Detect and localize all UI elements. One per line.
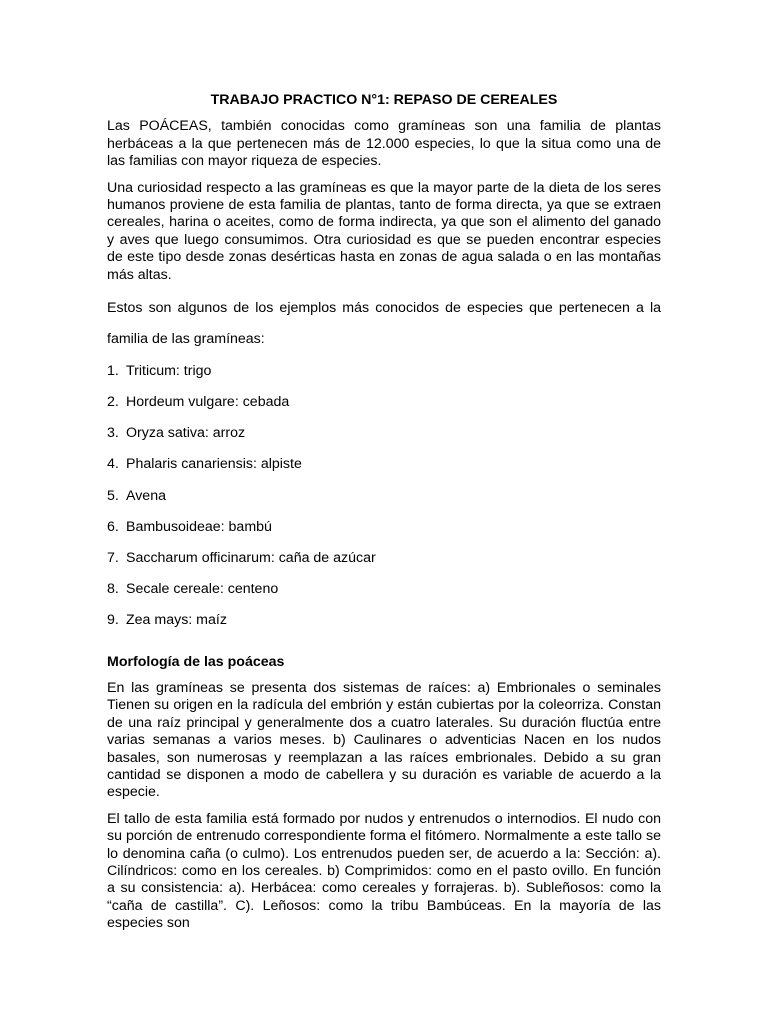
list-item — [107, 425, 661, 456]
list-item — [107, 363, 661, 394]
examples-intro-line-1: Estos son algunos de los ejemplos más conocidos de especies que pertenecen a la — [107, 300, 661, 317]
curiosity-paragraph: Una curiosidad respecto a las gramíneas es que la mayor parte de la dieta de los seres humanos proviene de esta familia de plantas, tanto de forma directa, ya que se extraen cereales, harina o aceites, como de forma indirecta, ya que son el alimento del ganado y aves que luego consumimos. Otra curiosidad es que se pueden encontrar especies de este tipo desde zonas desérticas hasta en zonas de agua salada o en las montañas más altas. — [107, 179, 661, 283]
list-item — [107, 394, 661, 425]
list-item-text: Bambusoideae: bambú — [126, 518, 272, 535]
list-item-text: Saccharum officinarum: caña de azúcar — [126, 550, 376, 566]
list-item-text: Phalaris canariensis: alpiste — [126, 456, 302, 473]
list-item-text: Avena — [126, 487, 166, 504]
species-list — [107, 363, 661, 644]
list-item-text: Zea mays: maíz — [126, 612, 227, 629]
list-item — [107, 456, 661, 487]
list-item — [107, 581, 661, 612]
list-item-number: 4. — [107, 456, 119, 473]
list-item-number: 3. — [107, 425, 119, 442]
list-item — [107, 519, 661, 550]
list-item-text: Hordeum vulgare: cebada — [126, 394, 290, 411]
list-item — [107, 550, 661, 581]
intro-paragraph: Las POÁCEAS, también conocidas como gramíneas son una familia de plantas herbáceas a la que pertenecen más de 12.000 especies, lo que la situa como una de las familias con mayor riqueza de especies. — [107, 118, 661, 170]
list-item-text: Secale cereale: centeno — [126, 581, 279, 598]
section-heading: Morfología de las poáceas — [107, 653, 285, 670]
list-item-number: 7. — [107, 550, 119, 566]
stem-paragraph: El tallo de esta familia está formado por nudos y entrenudos o internodios. El nudo con su porción de entrenudo correspondiente forma el fitómero. Normalmente a este tallo se lo denomina caña (o culmo). Los entrenudos pueden ser, de acuerdo a la: Sección: a). Cilíndricos: como en los cereales. b) Comprimidos: como en el pasto ovillo. En función a su consistencia: a). Herbácea: como cereales y forrajeras. b). Subleñosos: como la “caña de castilla”. C). Leñosos: como la tribu Bambúceas. En la mayoría de las especies son — [107, 810, 661, 932]
list-item-number: 2. — [107, 394, 119, 411]
list-item-text: Triticum: trigo — [126, 362, 212, 379]
list-item-number: 9. — [107, 612, 119, 629]
list-item — [107, 612, 661, 643]
list-item-text: Oryza sativa: arroz — [126, 425, 246, 442]
list-item-number: 1. — [107, 362, 119, 379]
examples-intro-line-2: familia de las gramíneas: — [107, 331, 265, 348]
list-item-number: 5. — [107, 487, 119, 504]
roots-paragraph: En las gramíneas se presenta dos sistemas de raíces: a) Embrionales o seminales Tienen su origen en la radícula del embrión y están cubiertas por la coleorriza. Constan de una raíz principal y generalmente dos a cuatro laterales. Su duración fluctúa entre varias semanas a varios meses. b) Caulinares o adventicias Nacen en los nudos basales, son numerosas y reemplazan a las raíces embrionales. Debido a su gran cantidad se disponen a modo de cabellera y su duración es variable de acuerdo a la especie. — [107, 679, 661, 801]
list-item-number: 6. — [107, 518, 119, 535]
list-item-number: 8. — [107, 581, 119, 598]
document-title: TRABAJO PRACTICO N°1: REPASO DE CEREALES — [210, 92, 558, 108]
list-item — [107, 488, 661, 519]
